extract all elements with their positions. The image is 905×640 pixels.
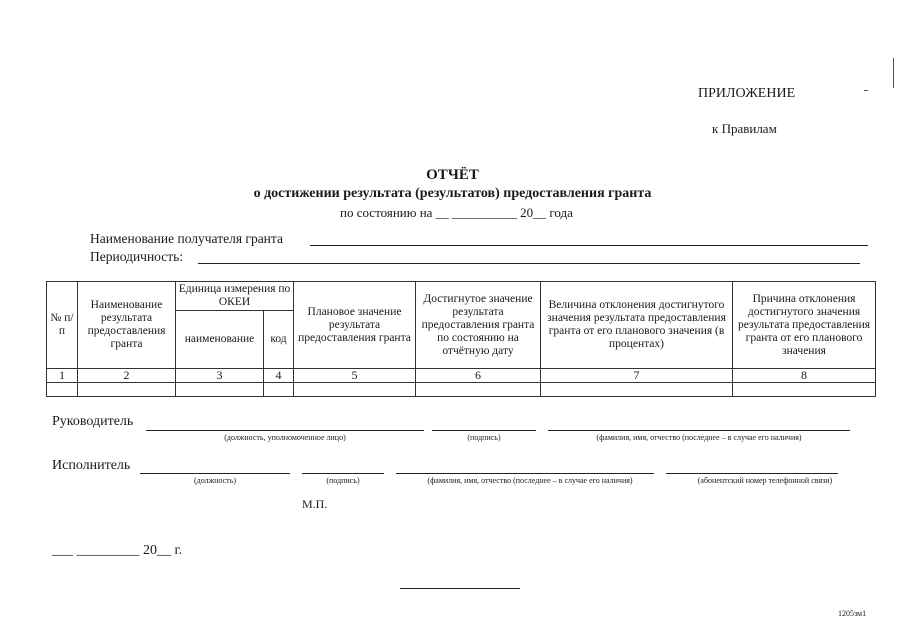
- appendix-heading: ПРИЛОЖЕНИЕ: [698, 86, 796, 101]
- scan-mark: [893, 58, 894, 88]
- executor-label: Исполнитель: [52, 458, 131, 473]
- column-number: 6: [416, 369, 541, 383]
- table-cell[interactable]: [416, 383, 541, 397]
- as-of-date-line: по состоянию на __ __________ 20__ года: [340, 205, 573, 220]
- col-header-unit-group: Единица измерения по ОКЕИ: [176, 282, 294, 311]
- column-number: 3: [176, 369, 264, 383]
- executor-signature-field[interactable]: [302, 473, 384, 474]
- table-row[interactable]: [47, 383, 876, 397]
- column-number: 4: [264, 369, 294, 383]
- stamp-place-label: М.П.: [302, 497, 328, 511]
- executor-phone-caption: (абонентский номер телефонной связи): [697, 476, 833, 485]
- column-number: 5: [294, 369, 416, 383]
- table-cell[interactable]: [264, 383, 294, 397]
- periodicity-field[interactable]: [198, 263, 860, 264]
- col-header-planned-value: Плановое значение результата предоставления гранта: [294, 282, 416, 369]
- column-number: 8: [733, 369, 876, 383]
- table-cell[interactable]: [176, 383, 264, 397]
- report-table: [46, 281, 876, 397]
- executor-phone-field[interactable]: [666, 473, 838, 474]
- executor-signature-caption: (подпись): [326, 476, 360, 485]
- executor-position-field[interactable]: [140, 473, 290, 474]
- head-position-caption: (должность, уполномоченное лицо): [224, 433, 346, 442]
- date-line: ___ _________ 20__ г.: [52, 543, 183, 558]
- recipient-field[interactable]: [310, 245, 868, 246]
- report-subtitle: о достижении результата (результатов) предоставления гранта: [253, 186, 652, 201]
- col-header-result-name: Наименование результата предоставления гранта: [78, 282, 176, 369]
- to-rules-label: к Правилам: [712, 121, 777, 136]
- col-header-number: № п/п: [47, 282, 78, 369]
- report-title: ОТЧЁТ: [426, 167, 479, 183]
- table-cell[interactable]: [47, 383, 78, 397]
- col-header-deviation: Величина отклонения достигнутого значения результата предоставления гранта от его планового значения (в процентах): [541, 282, 733, 369]
- column-number: 1: [47, 369, 78, 383]
- document-code: 1205зм1: [838, 609, 867, 618]
- col-header-unit-code: код: [264, 311, 294, 369]
- periodicity-label: Периодичность:: [90, 249, 184, 264]
- col-header-achieved-value: Достигнутое значение результата предоставления гранта по состоянию на отчётную дату: [416, 282, 541, 369]
- scan-mark: [864, 90, 868, 91]
- column-number: 7: [541, 369, 733, 383]
- executor-position-caption: (должность): [194, 476, 236, 485]
- recipient-label: Наименование получателя гранта: [90, 231, 283, 246]
- head-position-field[interactable]: [146, 430, 424, 431]
- footer-divider: [400, 588, 520, 589]
- executor-name-caption: (фамилия, имя, отчество (последнее – в случае его наличия): [427, 476, 633, 485]
- head-label: Руководитель: [52, 414, 134, 429]
- table-cell[interactable]: [541, 383, 733, 397]
- table-cell[interactable]: [294, 383, 416, 397]
- col-header-unit-name: наименование: [176, 311, 264, 369]
- head-signature-field[interactable]: [432, 430, 536, 431]
- table-cell[interactable]: [733, 383, 876, 397]
- executor-name-field[interactable]: [396, 473, 654, 474]
- head-signature-caption: (подпись): [467, 433, 501, 442]
- column-number: 2: [78, 369, 176, 383]
- head-name-caption: (фамилия, имя, отчество (последнее – в случае его наличия): [596, 433, 802, 442]
- col-header-deviation-reason: Причина отклонения достигнутого значения результата предоставления гранта от его планового значения: [733, 282, 876, 369]
- head-name-field[interactable]: [548, 430, 850, 431]
- table-cell[interactable]: [78, 383, 176, 397]
- column-number-row: [47, 369, 876, 383]
